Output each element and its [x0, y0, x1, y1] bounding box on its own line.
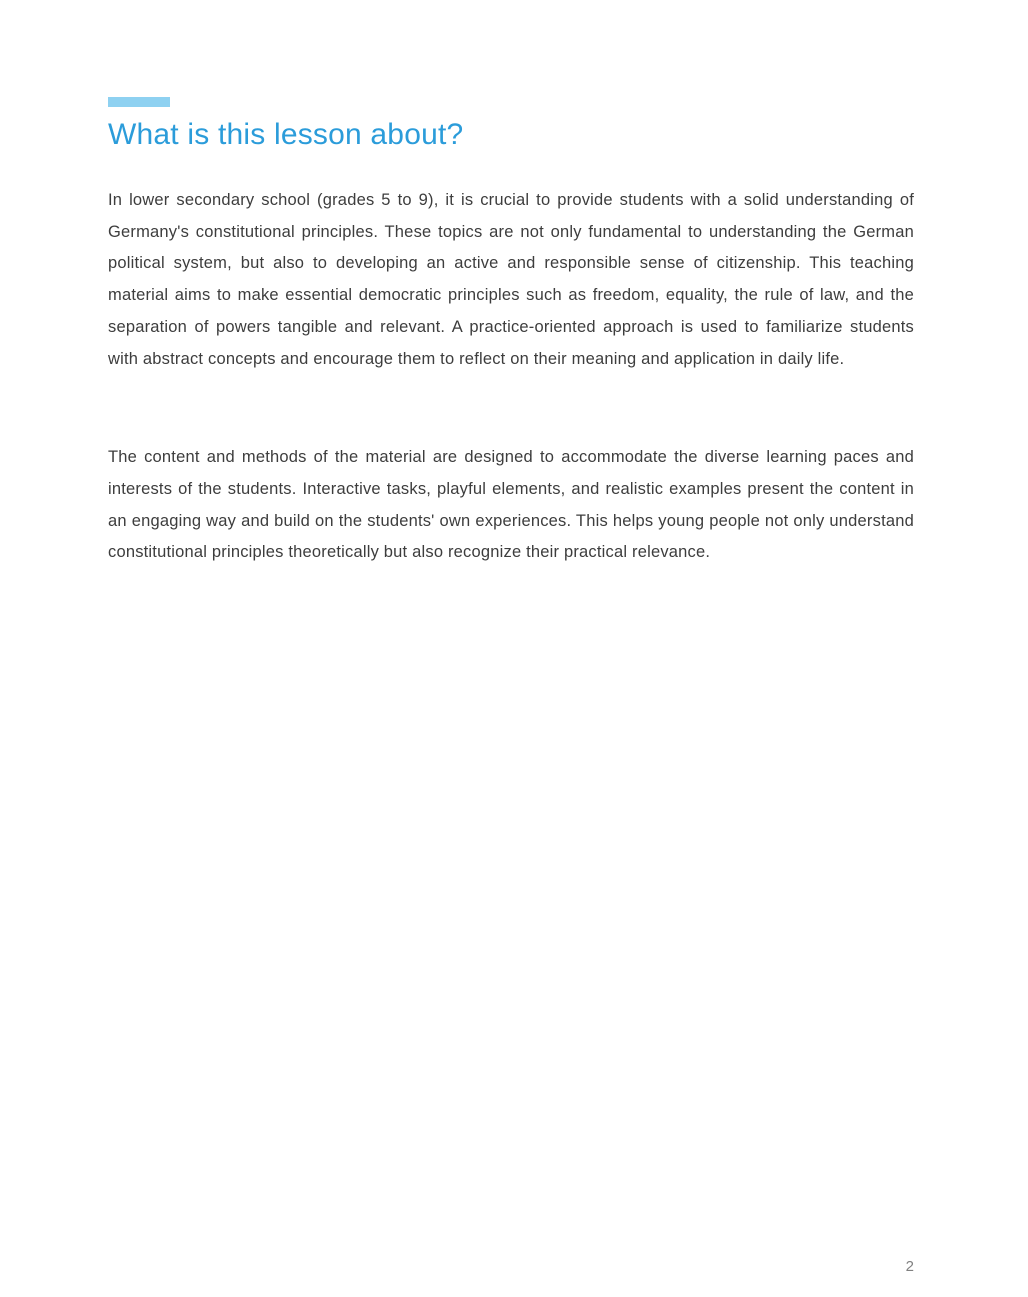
- paragraph-methods: The content and methods of the material are designed to accommodate the diverse learning paces and interests of the students. Interactive tasks, playful elements, and realistic examples present the content in an engaging way and build on the students' own experiences. This helps young people not only understand constitutional principles theoretically but also recognize their practical relevance.: [108, 448, 914, 562]
- page-title: What is this lesson about?: [108, 118, 464, 151]
- content-column: [108, 97, 914, 569]
- paragraph-intro: In lower secondary school (grades 5 to 9), it is crucial to provide students with a solid understanding of Germany's constitutional principles. These topics are not only fundamental to understanding the German political system, but also to developing an active and responsible sense of citizenship. This teaching material aims to make essential democratic principles such as freedom, equality, the rule of law, and the separation of powers tangible and relevant. A practice-oriented approach is used to familiarize students with abstract concepts and encourage them to reflect on their meaning and application in daily life.: [108, 191, 914, 368]
- page-number: 2: [905, 1258, 914, 1275]
- accent-bar: [108, 97, 170, 107]
